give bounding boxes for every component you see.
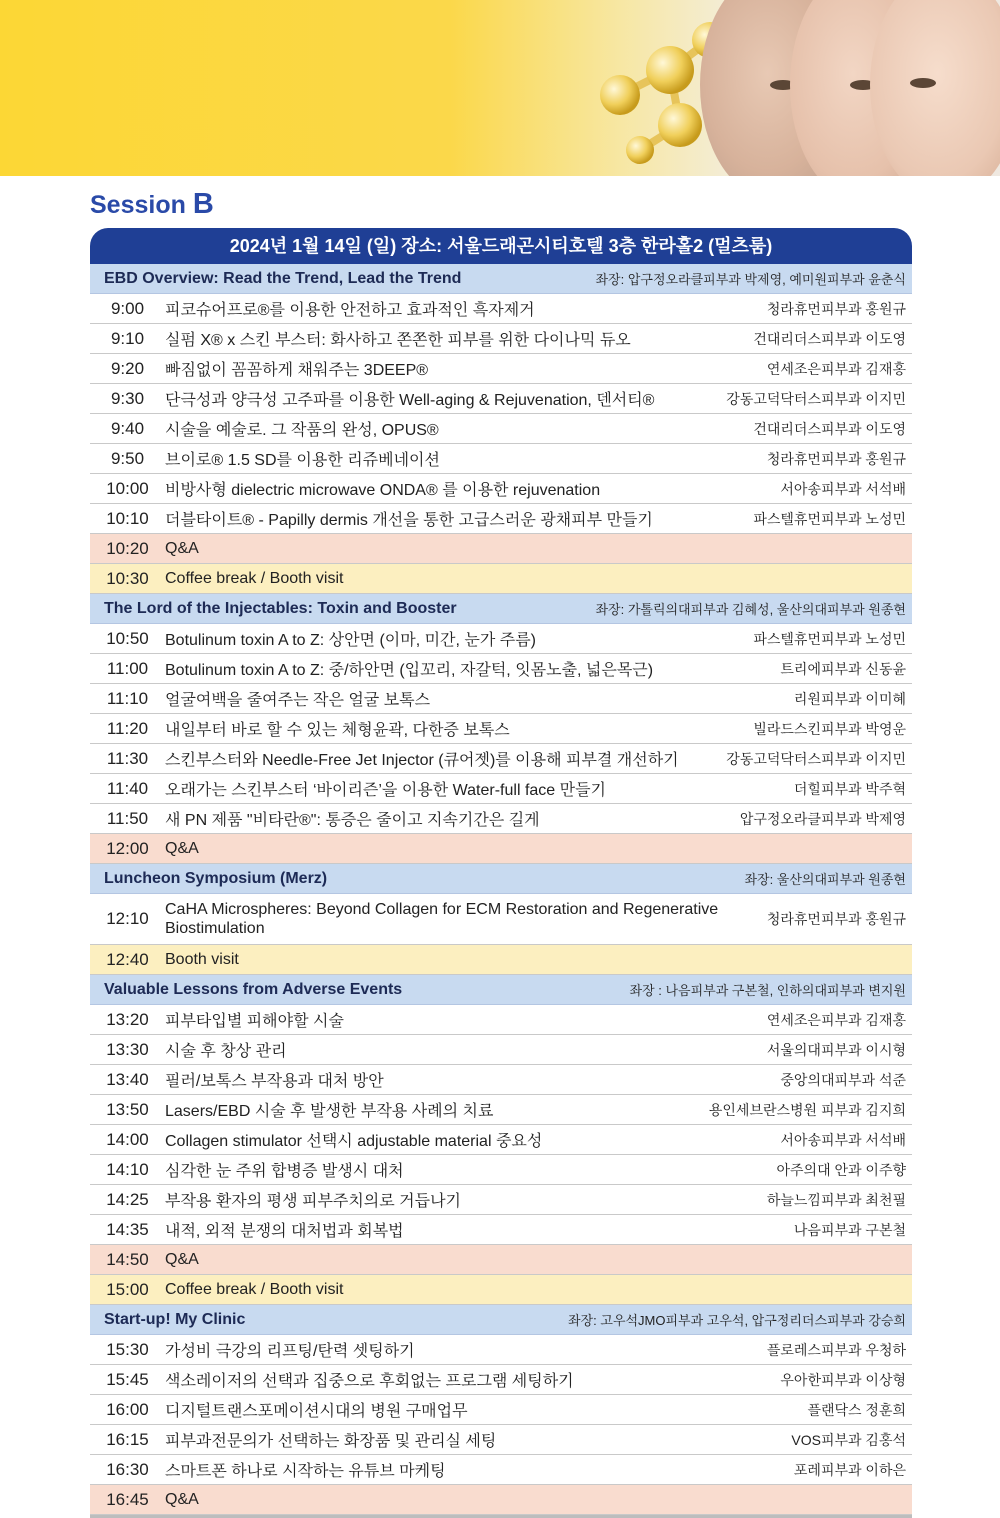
title-cell: Coffee break / Booth visit bbox=[165, 569, 344, 587]
break-row bbox=[90, 945, 912, 975]
talk-row bbox=[90, 354, 912, 384]
time-cell: 16:15 bbox=[106, 1429, 149, 1449]
session-label: Session bbox=[90, 191, 193, 219]
title-cell: 내적, 외적 분쟁의 대처법과 회복법 bbox=[165, 1223, 404, 1240]
time-cell: 10:10 bbox=[106, 508, 149, 528]
title-cell: 오래가는 스킨부스터 ‘바이리즌’을 이용한 Water-full face 만들기 bbox=[165, 782, 607, 799]
talk-row bbox=[90, 624, 912, 654]
time-cell: 10:30 bbox=[106, 568, 149, 588]
time-cell: 15:45 bbox=[106, 1369, 149, 1389]
speaker-cell: 나음피부과 구본철 bbox=[793, 1221, 906, 1238]
time-cell: 11:10 bbox=[106, 688, 149, 708]
talk-row bbox=[90, 1095, 912, 1125]
title-cell: Q&A bbox=[165, 1490, 199, 1508]
speaker-cell: 건대리더스피부과 이도영 bbox=[753, 330, 906, 347]
time-cell: 14:00 bbox=[106, 1129, 149, 1149]
title-cell: 브이로® 1.5 SD를 이용한 리쥬베네이션 bbox=[165, 452, 440, 469]
time-cell: 16:30 bbox=[106, 1459, 149, 1479]
time-cell: 16:00 bbox=[106, 1399, 149, 1419]
section-header bbox=[90, 264, 912, 294]
time-cell: 12:40 bbox=[106, 949, 149, 969]
speaker-cell: 플로레스피부과 우청하 bbox=[766, 1341, 906, 1358]
time-cell: 15:30 bbox=[106, 1339, 149, 1359]
title-cell: 피부과전문의가 선택하는 화장품 및 관리실 세팅 bbox=[165, 1433, 497, 1450]
speaker-cell: 더힐피부과 박주혁 bbox=[793, 780, 906, 797]
talk-row bbox=[90, 684, 912, 714]
talk-row bbox=[90, 1335, 912, 1365]
talk-row bbox=[90, 1365, 912, 1395]
talk-row bbox=[90, 894, 912, 945]
title-cell: 부작용 환자의 평생 피부주치의로 거듭나기 bbox=[165, 1193, 461, 1210]
talk-row bbox=[90, 1035, 912, 1065]
talk-row bbox=[90, 504, 912, 534]
qa-row bbox=[90, 534, 912, 564]
speaker-cell: 강동고덕닥터스피부과 이지민 bbox=[726, 390, 906, 407]
time-cell: 12:00 bbox=[106, 838, 149, 858]
time-cell: 10:50 bbox=[106, 628, 149, 648]
time-cell: 14:25 bbox=[106, 1189, 149, 1209]
speaker-cell: 압구정오라클피부과 박제영 bbox=[739, 810, 906, 827]
title-cell: 심각한 눈 주위 합병증 발생시 대처 bbox=[165, 1163, 404, 1180]
title-cell: 시술 후 창상 관리 bbox=[165, 1043, 287, 1060]
talk-row bbox=[90, 1215, 912, 1245]
time-cell: 9:30 bbox=[110, 388, 145, 408]
title-cell: 얼굴여백을 줄여주는 작은 얼굴 보톡스 bbox=[165, 692, 431, 709]
talk-row bbox=[90, 1005, 912, 1035]
title-cell: 더블타이트® - Papilly dermis 개선을 통한 고급스러운 광채피부 만들기 bbox=[165, 512, 653, 529]
speaker-cell: VOS피부과 김홍석 bbox=[791, 1431, 906, 1448]
title-cell: Botulinum toxin A to Z: 중/하안면 (입꼬리, 자갈턱, 잇몸노출, 넓은목근) bbox=[165, 662, 654, 679]
time-cell: 9:50 bbox=[110, 448, 145, 468]
time-cell: 14:50 bbox=[106, 1249, 149, 1269]
section-chair: 좌장 : 나음피부과 구본철, 인하의대피부과 변지원 bbox=[629, 983, 906, 998]
speaker-cell: 서울의대피부과 이시형 bbox=[766, 1041, 906, 1058]
title-cell: 내일부터 바로 할 수 있는 체형윤곽, 다한증 보톡스 bbox=[165, 722, 510, 739]
talk-row bbox=[90, 414, 912, 444]
time-cell: 12:10 bbox=[106, 909, 149, 928]
section-chair: 좌장: 고우석JMO피부과 고우석, 압구정리더스피부과 강승희 bbox=[568, 1313, 906, 1328]
time-cell: 9:10 bbox=[110, 328, 145, 348]
title-cell: 피부타입별 피해야할 시술 bbox=[165, 1013, 344, 1030]
speaker-cell: 파스텔휴먼피부과 노성민 bbox=[753, 630, 906, 647]
face-image-young bbox=[870, 0, 1000, 176]
speaker-cell: 플랜닥스 정훈희 bbox=[807, 1401, 906, 1418]
title-cell: CaHA Microspheres: Beyond Collagen for ECM Restoration and Regenerative Biostimulation bbox=[165, 901, 719, 937]
talk-row bbox=[90, 1125, 912, 1155]
break-row bbox=[90, 564, 912, 594]
time-cell: 11:40 bbox=[106, 778, 149, 798]
title-cell: Q&A bbox=[165, 1250, 199, 1268]
time-cell: 14:35 bbox=[106, 1219, 149, 1239]
qa-row bbox=[90, 1485, 912, 1515]
time-cell: 16:45 bbox=[106, 1489, 149, 1509]
section-title: Luncheon Symposium (Merz) bbox=[104, 869, 328, 887]
time-cell: 11:50 bbox=[106, 808, 149, 828]
speaker-cell: 파스텔휴먼피부과 노성민 bbox=[753, 510, 906, 527]
title-cell: 필러/보톡스 부작용과 대처 방안 bbox=[165, 1073, 384, 1090]
title-cell: 스킨부스터와 Needle-Free Jet Injector (큐어젯)를 이용해 피부결 개선하기 bbox=[165, 752, 679, 769]
qa-row bbox=[90, 1245, 912, 1275]
title-cell: Booth visit bbox=[165, 950, 239, 968]
section-title: Start-up! My Clinic bbox=[104, 1310, 246, 1328]
break-row bbox=[90, 1275, 912, 1305]
speaker-cell: 건대리더스피부과 이도영 bbox=[753, 420, 906, 437]
speaker-cell: 트리에피부과 신동윤 bbox=[780, 660, 906, 677]
time-cell: 11:20 bbox=[106, 718, 149, 738]
section-chair: 좌장: 가톨릭의대피부과 김혜성, 울산의대피부과 원종현 bbox=[595, 602, 906, 617]
speaker-cell: 중앙의대피부과 석준 bbox=[780, 1071, 906, 1088]
talk-row bbox=[90, 804, 912, 834]
talk-row bbox=[90, 1455, 912, 1485]
schedule-table bbox=[90, 264, 912, 1515]
speaker-cell: 강동고덕닥터스피부과 이지민 bbox=[726, 750, 906, 767]
time-cell: 11:30 bbox=[106, 748, 149, 768]
speaker-cell: 우아한피부과 이상형 bbox=[780, 1371, 906, 1388]
session-letter: B bbox=[192, 188, 214, 220]
date-venue-header: 2024년 1월 14일 (일) 장소: 서울드래곤시티호텔 3층 한라홀2 (멀츠룸) bbox=[90, 228, 912, 264]
title-cell: 빠짐없이 꼼꼼하게 채워주는 3DEEP® bbox=[165, 362, 429, 379]
talk-row bbox=[90, 1185, 912, 1215]
qa-row bbox=[90, 834, 912, 864]
time-cell: 13:40 bbox=[106, 1069, 149, 1089]
talk-row bbox=[90, 1425, 912, 1455]
speaker-cell: 연세조은피부과 김재홍 bbox=[766, 1011, 906, 1028]
time-cell: 15:00 bbox=[106, 1279, 149, 1299]
title-cell: Q&A bbox=[165, 839, 199, 857]
section-title: The Lord of the Injectables: Toxin and Booster bbox=[104, 599, 457, 617]
title-cell: Coffee break / Booth visit bbox=[165, 1280, 344, 1298]
talk-row bbox=[90, 294, 912, 324]
section-title: Valuable Lessons from Adverse Events bbox=[104, 980, 403, 998]
talk-row bbox=[90, 444, 912, 474]
time-cell: 9:00 bbox=[110, 298, 145, 318]
title-cell: 실펌 X® x 스킨 부스터: 화사하고 쫀쫀한 피부를 위한 다이나믹 듀오 bbox=[165, 332, 631, 349]
speaker-cell: 빌라드스킨피부과 박영운 bbox=[753, 720, 906, 737]
talk-row bbox=[90, 1065, 912, 1095]
speaker-cell: 청라휴먼피부과 홍원규 bbox=[766, 300, 906, 317]
talk-row bbox=[90, 474, 912, 504]
section-title: EBD Overview: Read the Trend, Lead the Trend bbox=[104, 269, 462, 287]
speaker-cell: 청라휴먼피부과 홍원규 bbox=[766, 450, 906, 467]
time-cell: 10:20 bbox=[106, 538, 149, 558]
title-cell: 가성비 극강의 리프팅/탄력 셋팅하기 bbox=[165, 1343, 415, 1360]
section-chair: 좌장: 울산의대피부과 원종현 bbox=[744, 872, 906, 887]
title-cell: 피코슈어프로®를 이용한 안전하고 효과적인 흑자제거 bbox=[165, 302, 535, 319]
title-cell: Lasers/EBD 시술 후 발생한 부작용 사례의 치료 bbox=[165, 1103, 494, 1120]
time-cell: 9:40 bbox=[110, 418, 145, 438]
section-header bbox=[90, 864, 912, 894]
header-banner bbox=[0, 0, 1000, 176]
speaker-cell: 용인세브란스병원 피부과 김지희 bbox=[708, 1101, 906, 1118]
speaker-cell: 서아송피부과 서석배 bbox=[780, 1131, 906, 1148]
time-cell: 13:20 bbox=[106, 1009, 149, 1029]
talk-row bbox=[90, 324, 912, 354]
talk-row bbox=[90, 774, 912, 804]
session-title bbox=[90, 188, 214, 221]
title-cell: 색소레이저의 선택과 집중으로 후회없는 프로그램 세팅하기 bbox=[165, 1373, 574, 1390]
speaker-cell: 아주의대 안과 이주향 bbox=[776, 1161, 906, 1178]
title-cell: Q&A bbox=[165, 539, 199, 557]
talk-row bbox=[90, 384, 912, 414]
speaker-cell: 서아송피부과 서석배 bbox=[780, 480, 906, 497]
talk-row bbox=[90, 714, 912, 744]
time-cell: 13:30 bbox=[106, 1039, 149, 1059]
speaker-cell: 포레피부과 이하은 bbox=[793, 1461, 906, 1478]
speaker-cell: 리원피부과 이미혜 bbox=[793, 690, 906, 707]
title-cell: 비방사형 dielectric microwave ONDA® 를 이용한 rejuvenation bbox=[165, 482, 601, 499]
speaker-cell: 청라휴먼피부과 홍원규 bbox=[766, 911, 906, 927]
talk-row bbox=[90, 654, 912, 684]
time-cell: 11:00 bbox=[106, 658, 149, 678]
title-cell: Botulinum toxin A to Z: 상안면 (이마, 미간, 눈가 주름) bbox=[165, 632, 536, 649]
talk-row bbox=[90, 1155, 912, 1185]
speaker-cell: 하늘느낌피부과 최천필 bbox=[766, 1191, 906, 1208]
speaker-cell: 연세조은피부과 김재홍 bbox=[766, 360, 906, 377]
time-cell: 13:50 bbox=[106, 1099, 149, 1119]
title-cell: 스마트폰 하나로 시작하는 유튜브 마케팅 bbox=[165, 1463, 446, 1480]
title-cell: Collagen stimulator 선택시 adjustable material 중요성 bbox=[165, 1133, 543, 1150]
title-cell: 단극성과 양극성 고주파를 이용한 Well-aging & Rejuvenation, 덴서티® bbox=[165, 392, 655, 409]
title-cell: 시술을 예술로. 그 작품의 완성, OPUS® bbox=[165, 422, 439, 439]
title-cell: 새 PN 제품 "비타란®": 통증은 줄이고 지속기간은 길게 bbox=[165, 812, 540, 829]
title-cell: 디지털트랜스포메이션시대의 병원 구매업무 bbox=[165, 1403, 468, 1420]
section-header bbox=[90, 975, 912, 1005]
time-cell: 14:10 bbox=[106, 1159, 149, 1179]
section-chair: 좌장: 압구정오라클피부과 박제영, 예미원피부과 윤춘식 bbox=[595, 272, 906, 287]
section-header bbox=[90, 594, 912, 624]
section-header bbox=[90, 1305, 912, 1335]
talk-row bbox=[90, 744, 912, 774]
time-cell: 10:00 bbox=[106, 478, 149, 498]
talk-row bbox=[90, 1395, 912, 1425]
time-cell: 9:20 bbox=[110, 358, 145, 378]
